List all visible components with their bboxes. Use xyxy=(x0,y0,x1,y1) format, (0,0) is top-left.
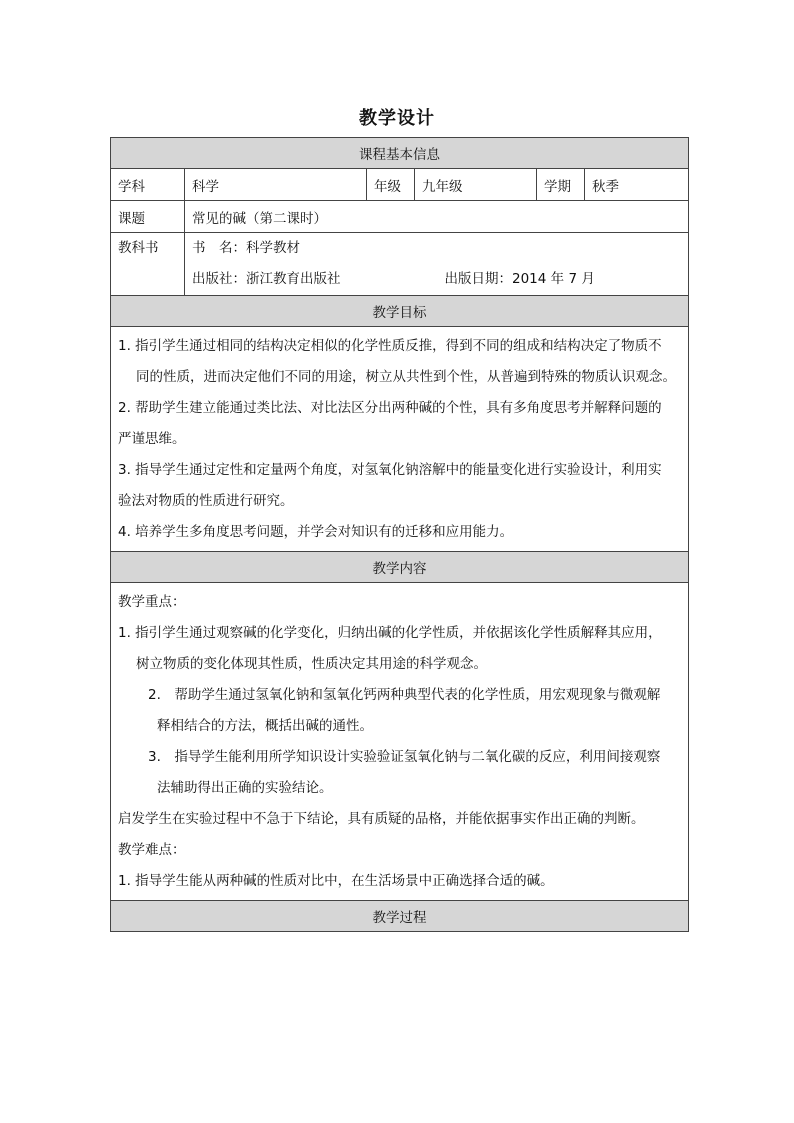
goal-line: 2. 帮助学生建立能通过类比法、对比法区分出两种碱的个性，具有多角度思考并解释问题的 xyxy=(118,400,662,416)
section-goals xyxy=(111,296,689,327)
goal-line: 严谨思维。 xyxy=(118,431,186,447)
key-points-label: 教学重点： xyxy=(118,594,186,610)
textbook-label: 教科书 xyxy=(118,240,159,256)
difficulty-line: 1. 指导学生能从两种碱的性质对比中，在生活场景中正确选择合适的碱。 xyxy=(118,873,554,889)
goal-line: 同的性质，进而决定他们不同的用途，树立从共性到个性，从普遍到特殊的物质认识观念。 xyxy=(136,369,676,385)
term-value: 秋季 xyxy=(585,169,689,201)
content-line: 释相结合的方法，概括出碱的通性。 xyxy=(157,718,373,734)
topic-value: 常见的碱（第二课时） xyxy=(185,201,689,233)
grade-value: 九年级 xyxy=(415,169,537,201)
subject-value: 科学 xyxy=(185,169,367,201)
content-body xyxy=(111,583,689,901)
publish-date: 出版日期：2014 年 7 月 xyxy=(444,271,595,287)
grade-label: 年级 xyxy=(367,169,415,201)
content-line: 启发学生在实验过程中不急于下结论，具有质疑的品格，并能依据事实作出正确的判断。 xyxy=(118,811,645,827)
topic-label: 课题 xyxy=(111,201,185,233)
content-line: 1. 指引学生通过观察碱的化学变化，归纳出碱的化学性质，并依据该化学性质解释其应用， xyxy=(118,625,662,641)
goal-line: 1. 指引学生通过相同的结构决定相似的化学性质反推，得到不同的组成和结构决定了物质不 xyxy=(118,338,662,354)
content-line: 3. 指导学生能利用所学知识设计实验验证氢氧化钠与二氧化碳的反应，利用间接观察 xyxy=(148,749,661,765)
goals-body xyxy=(111,327,689,552)
content-line: 树立物质的变化体现其性质，性质决定其用途的科学观念。 xyxy=(136,656,487,672)
section-header: 教学内容 xyxy=(111,552,689,583)
goal-line: 3. 指导学生通过定性和定量两个角度，对氢氧化钠溶解中的能量变化进行实验设计，利用实 xyxy=(118,462,662,478)
book-name: 书 名：科学教材 xyxy=(192,240,300,256)
term-label: 学期 xyxy=(537,169,585,201)
difficulty-label: 教学难点： xyxy=(118,842,186,858)
goal-line: 4. 培养学生多角度思考问题，并学会对知识有的迁移和应用能力。 xyxy=(118,524,514,540)
row-subject xyxy=(111,169,689,201)
goal-line: 验法对物质的性质进行研究。 xyxy=(118,493,294,509)
section-process xyxy=(111,901,689,932)
section-content xyxy=(111,552,689,583)
content-line: 法辅助得出正确的实验结论。 xyxy=(157,780,333,796)
lesson-plan-table xyxy=(110,137,689,932)
content-line: 2. 帮助学生通过氢氧化钠和氢氧化钙两种典型代表的化学性质，用宏观现象与微观解 xyxy=(148,687,661,703)
row-textbook xyxy=(111,233,689,296)
section-header: 课程基本信息 xyxy=(111,138,689,169)
publisher: 出版社：浙江教育出版社 xyxy=(192,271,341,287)
page-title: 教学设计 xyxy=(359,108,435,129)
row-topic xyxy=(111,201,689,233)
publisher-line xyxy=(192,264,681,295)
section-basic-info xyxy=(111,138,689,169)
section-header: 教学过程 xyxy=(111,901,689,932)
section-header: 教学目标 xyxy=(111,296,689,327)
subject-label: 学科 xyxy=(111,169,185,201)
